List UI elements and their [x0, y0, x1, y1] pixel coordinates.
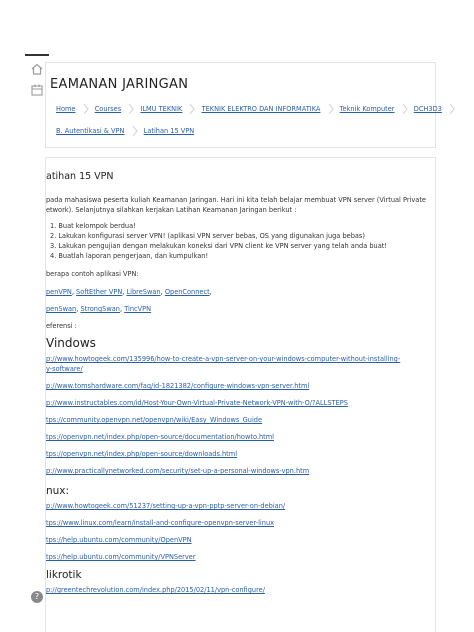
- breadcrumb-courses[interactable]: Courses: [94, 105, 122, 113]
- intro-line: etwork). Selanjutnya silahkan kerjakan Latihan Keamanan Jaringan berikut :: [46, 206, 297, 214]
- post-title: atihan 15 VPN: [46, 171, 114, 182]
- chevron-right-icon: [401, 103, 409, 115]
- app-links-row: penVPN, SoftEther VPN, LibreSwan, OpenConnect,: [46, 288, 212, 296]
- breadcrumb-ilmu-teknik[interactable]: ILMU TEKNIK: [140, 105, 183, 113]
- post-content-card: [45, 157, 436, 632]
- reference-link[interactable]: p://greentechrevolution.com/index.php/2015/02/11/vpn-configure/: [46, 586, 265, 594]
- reference-link[interactable]: tps://help.ubuntu.com/community/VPNServer: [46, 553, 196, 561]
- references-label: eferensi :: [46, 322, 77, 330]
- linux-heading: nux:: [46, 485, 70, 497]
- chevron-right-icon: [127, 103, 135, 115]
- app-link-tincvpn[interactable]: TincVPN: [124, 305, 152, 313]
- chevron-right-icon: [188, 103, 196, 115]
- reference-link[interactable]: p://www.tomshardware.com/faq/id-1821382/configure-windows-vpn-server.html: [46, 382, 310, 390]
- chevron-right-icon: [448, 103, 456, 115]
- home-icon[interactable]: [30, 62, 44, 76]
- reference-link[interactable]: tps://openvpn.net/index.php/open-source/documentation/howto.html: [46, 433, 274, 441]
- mikrotik-heading: likrotik: [46, 569, 82, 581]
- course-title: EAMANAN JARINGAN: [50, 77, 189, 92]
- reference-link[interactable]: p://www.howtogeek.com/51237/setting-up-a-vpn-pptp-server-on-debian/: [46, 502, 286, 510]
- calendar-icon[interactable]: [30, 83, 44, 97]
- reference-link[interactable]: tps://openvpn.net/index.php/open-source/downloads.html: [46, 450, 238, 458]
- breadcrumb-section[interactable]: B. Autentikasi & VPN: [56, 127, 125, 135]
- app-links-row: penSwan, StrongSwan, TincVPN: [46, 305, 152, 313]
- course-header-card: [45, 62, 442, 148]
- app-link-strongswan[interactable]: StrongSwan: [80, 305, 120, 313]
- intro-line: pada mahasiswa peserta kuliah Keamanan Jaringan. Hari ini kita telah belajar membuat VPN server (Virtual Private: [46, 196, 426, 204]
- app-link-softether[interactable]: SoftEther VPN: [76, 288, 123, 296]
- reference-link[interactable]: p://www.howtogeek.com/135996/how-to-create-a-vpn-server-on-your-windows-computer-without-installing-: [46, 355, 401, 363]
- intro-paragraph: [46, 195, 426, 215]
- breadcrumb-teknik-elektro[interactable]: TEKNIK ELEKTRO DAN INFORMATIKA: [201, 105, 321, 113]
- top-accent-bar: [25, 54, 49, 56]
- breadcrumb-teknik-komputer[interactable]: Teknik Komputer: [339, 105, 395, 113]
- app-link-openvpn[interactable]: penVPN: [46, 288, 72, 296]
- windows-heading: Vindows: [46, 336, 96, 350]
- app-link-libreswan[interactable]: LibreSwan: [126, 288, 161, 296]
- chevron-right-icon: [131, 125, 139, 137]
- reference-link[interactable]: tps://help.ubuntu.com/community/OpenVPN: [46, 536, 192, 544]
- breadcrumb-home[interactable]: Home: [56, 105, 76, 113]
- task-item: 4. Buatlah laporan pengerjaan, dan kumpulkan!: [50, 252, 209, 260]
- breadcrumb: [56, 103, 459, 115]
- breadcrumb-continued: [56, 125, 194, 137]
- reference-link[interactable]: p://www.practicallynetworked.com/security/set-up-a-personal-windows-vpn.htm: [46, 467, 310, 475]
- reference-link[interactable]: tps://www.linux.com/learn/install-and-configure-openvpn-server-linux: [46, 519, 275, 527]
- breadcrumb-course-code[interactable]: DCH3D3: [413, 105, 442, 113]
- reference-link[interactable]: tps://community.openvpn.net/openvpn/wiki/Easy_Windows_Guide: [46, 416, 263, 424]
- task-list: [50, 221, 387, 261]
- breadcrumb-current-page[interactable]: Latihan 15 VPN: [143, 127, 195, 135]
- app-link-openconnect[interactable]: OpenConnect: [164, 288, 210, 296]
- reference-link[interactable]: p://www.instructables.com/id/Host-Your-Own-Virtual-Private-Network-VPN-with-O/?ALLSTEPS: [46, 399, 348, 407]
- reference-link[interactable]: y-software/: [46, 365, 83, 373]
- task-item: 1. Buat kelompok berdua!: [50, 222, 136, 230]
- chevron-right-icon: [327, 103, 335, 115]
- app-link-openswan[interactable]: penSwan: [46, 305, 77, 313]
- examples-label: berapa contoh aplikasi VPN:: [46, 270, 139, 278]
- help-button[interactable]: ?: [31, 591, 43, 603]
- task-item: 3. Lakukan pengujian dengan melakukan koneksi dari VPN client ke VPN server yang telah anda buat!: [50, 242, 387, 250]
- task-item: 2. Lakukan konfigurasi server VPN! (aplikasi VPN server bebas, OS yang digunakan juga bebas): [50, 232, 365, 240]
- chevron-right-icon: [82, 103, 90, 115]
